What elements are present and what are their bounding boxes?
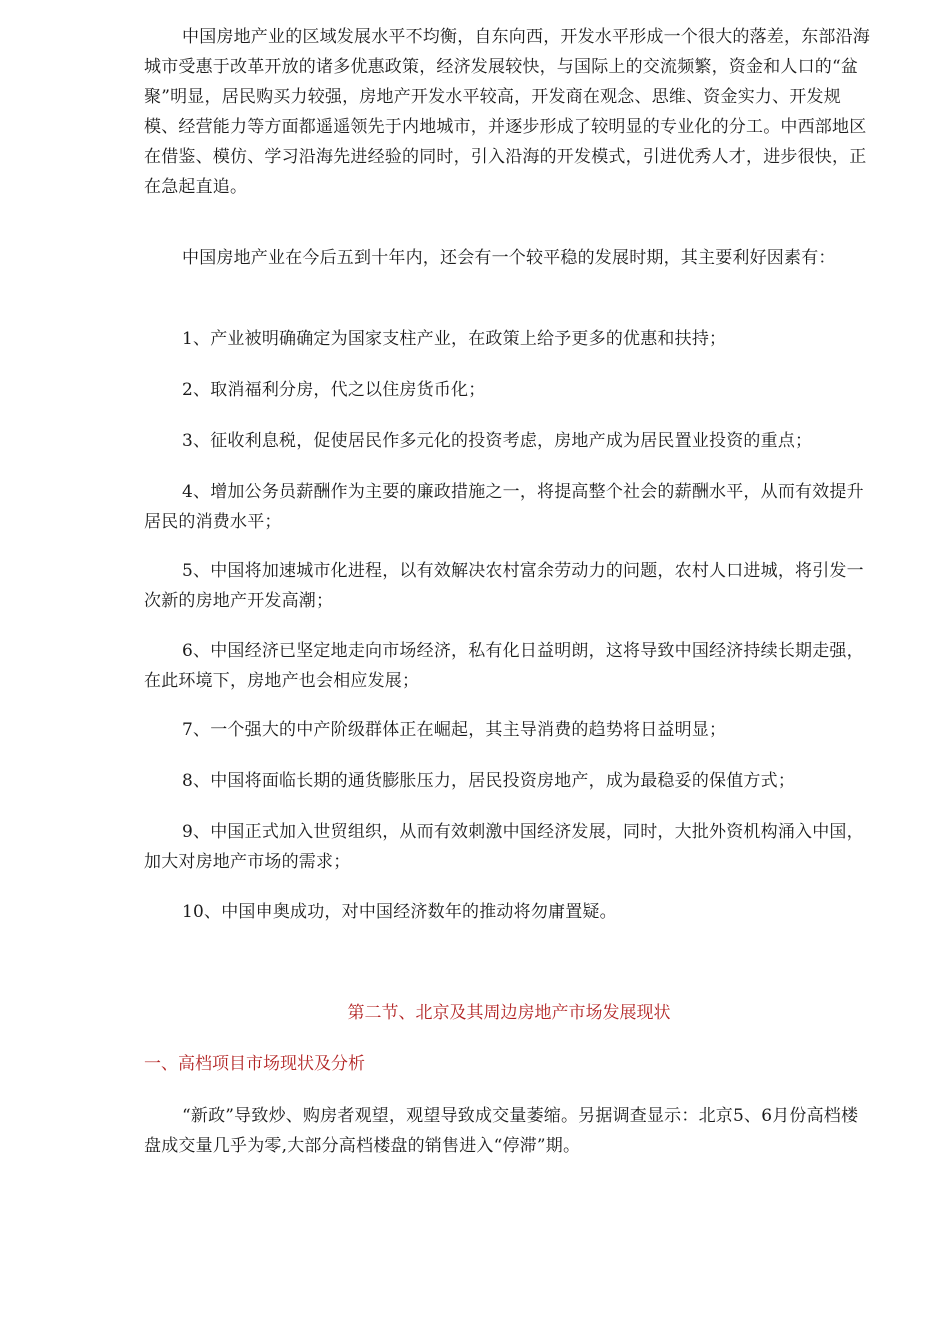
- paragraph-regional-development: 中国房地产业的区域发展水平不均衡，自东向西，开发水平形成一个很大的落差，东部沿海城市受惠于改革开放的诸多优惠政策，经济发展较快，与国际上的交流频繁，资金和人口的“盆聚”明显，居民购买力较强，房地产开发水平较高，开发商在观念、思维、资金实力、开发规模、经营能力等方面都遥遥领先于内地城市，并逐步形成了较明显的专业化的分工。中西部地区在借鉴、模仿、学习沿海先进经验的同时，引入沿海的开发模式，引进优秀人才，进步很快，正在急起直追。: [144, 27, 870, 197]
- list-item-factor-6: 6、中国经济已坚定地走向市场经济，私有化日益明朗，这将导致中国经济持续长期走强，在此环境下，房地产也会相应发展；: [144, 641, 864, 691]
- list-item-factor-7: 7、一个强大的中产阶级群体正在崛起，其主导消费的趋势将日益明显；: [182, 720, 727, 740]
- subsection-title: 一、高档项目市场现状及分析: [144, 1054, 365, 1074]
- list-item-factor-10: 10、中国申奥成功，对中国经济数年的推动将勿庸置疑。: [182, 902, 617, 922]
- list-item-factor-4: 4、增加公务员薪酬作为主要的廉政措施之一，将提高整个社会的薪酬水平，从而有效提升居民的消费水平；: [144, 482, 864, 532]
- list-item-factor-1: 1、产业被明确确定为国家支柱产业，在政策上给予更多的优惠和扶持；: [182, 329, 727, 349]
- section-title: 第二节、北京及其周边房地产市场发展现状: [347, 1003, 671, 1023]
- paragraph-market-status: “新政”导致炒、购房者观望，观望导致成交量萎缩。另据调查显示：北京5、6月份高档楼盘成交量几乎为零,大部分高档楼盘的销售进入“停滞”期。: [144, 1106, 859, 1156]
- list-item-factor-5: 5、中国将加速城市化进程，以有效解决农村富余劳动力的问题，农村人口进城，将引发一次新的房地产开发高潮；: [144, 561, 864, 611]
- list-item-factor-8: 8、中国将面临长期的通货膨胀压力，居民投资房地产，成为最稳妥的保值方式；: [182, 771, 796, 791]
- list-item-factor-9: 9、中国正式加入世贸组织，从而有效刺激中国经济发展，同时，大批外资机构涌入中国，加大对房地产市场的需求；: [144, 822, 864, 872]
- paragraph-favorable-factors-intro: 中国房地产业在今后五到十年内，还会有一个较平稳的发展时期，其主要利好因素有：: [182, 248, 836, 268]
- list-item-factor-3: 3、征收利息税，促使居民作多元化的投资考虑，房地产成为居民置业投资的重点；: [182, 431, 813, 451]
- list-item-factor-2: 2、取消福利分房，代之以住房货币化；: [182, 380, 486, 400]
